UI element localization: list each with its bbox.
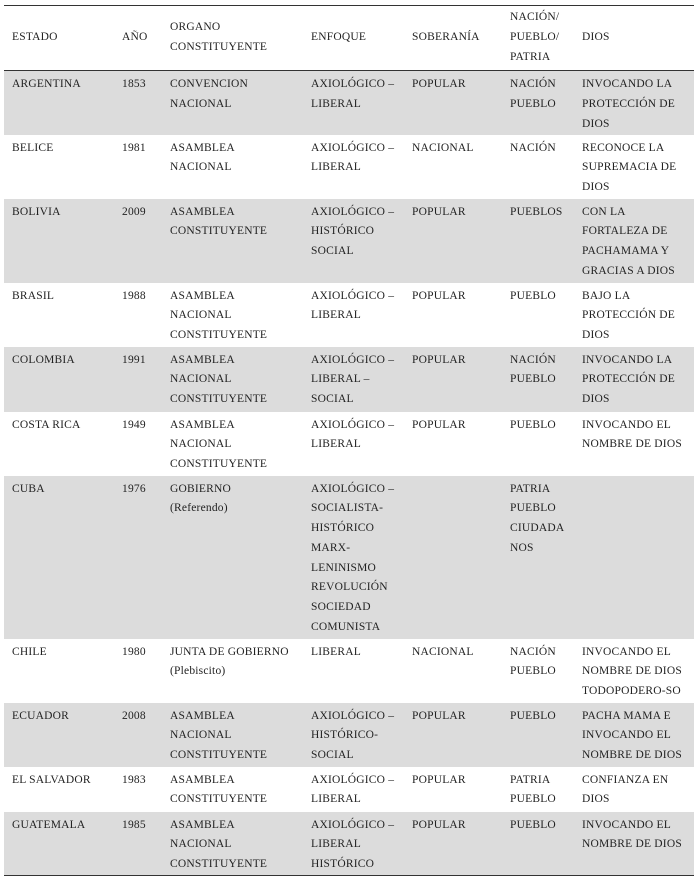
cell-estado (4, 812, 114, 876)
cell-dios (574, 812, 694, 876)
cell-dios (574, 71, 694, 135)
cell-nacion-line: PUEBLO (510, 289, 556, 302)
cell-soberania-line: POPULAR (412, 773, 466, 786)
cell-dios-line: TODOPODERO-SO (582, 685, 681, 698)
cell-enfoque-line: LIBERAL (311, 645, 361, 658)
cell-dios-line: DIOS (582, 393, 610, 406)
cell-dios-line: NOMBRE DE DIOS (582, 749, 682, 762)
header-text-line: NACIÓN/ (510, 11, 560, 24)
cell-dios-line: DIOS (582, 181, 610, 194)
cell-nacion (502, 199, 574, 283)
cell-anio-line: 1988 (122, 289, 146, 302)
cell-dios (574, 476, 694, 639)
cell-organo (162, 135, 303, 199)
cell-anio-line: 1985 (122, 818, 146, 831)
cell-organo-line: ASAMBLEA (170, 709, 235, 722)
cell-organo (162, 283, 303, 347)
cell-enfoque-line: AXIOLÓGICO – (311, 289, 395, 302)
cell-nacion-line: PUEBLO (510, 793, 556, 806)
cell-anio (114, 283, 162, 347)
cell-enfoque-line: SOCIALISTA- (311, 502, 384, 515)
cell-enfoque (303, 639, 404, 703)
cell-enfoque (303, 476, 404, 639)
table-row (4, 199, 694, 283)
cell-estado-line: EL SALVADOR (12, 773, 91, 786)
cell-nacion-line: PATRIA (510, 482, 551, 495)
cell-soberania (404, 476, 502, 639)
header-text-line: PUEBLO/ (510, 31, 560, 44)
cell-enfoque-line: AXIOLÓGICO – (311, 78, 395, 90)
cell-enfoque (303, 347, 404, 412)
cell-enfoque-line: LENINISMO (311, 561, 377, 574)
cell-organo (162, 199, 303, 283)
cell-enfoque-line: SOCIAL (311, 749, 354, 762)
cell-soberania-line: NACIONAL (412, 645, 474, 658)
cell-dios-line: DIOS (582, 117, 610, 130)
cell-organo-line: NACIONAL (170, 161, 232, 174)
cell-nacion-line: PATRIA (510, 773, 551, 786)
header-text-line: ENFOQUE (311, 31, 367, 44)
cell-organo-line: CONSTITUYENTE (170, 393, 268, 406)
cell-enfoque-line: LIBERAL (311, 438, 361, 451)
table-row (4, 283, 694, 347)
cell-dios (574, 412, 694, 476)
cell-enfoque-line: AXIOLÓGICO – (311, 418, 395, 431)
cell-dios (574, 703, 694, 767)
header-estado (4, 6, 114, 71)
cell-dios-line: INVOCANDO LA (582, 353, 673, 366)
cell-anio (114, 812, 162, 876)
cell-anio (114, 199, 162, 283)
cell-estado-line: ARGENTINA (12, 78, 81, 90)
header-text-line: ESTADO (12, 31, 58, 44)
cell-organo-line: (Plebiscito) (170, 665, 226, 678)
cell-soberania (404, 347, 502, 412)
cell-enfoque-line: AXIOLÓGICO – (311, 205, 395, 218)
cell-organo-line: NACIONAL (170, 309, 232, 322)
cell-enfoque-line: SOCIAL (311, 245, 354, 258)
table-row (4, 639, 694, 703)
cell-anio (114, 703, 162, 767)
table-row (4, 476, 694, 639)
cell-dios-line: PROTECCIÓN DE (582, 373, 676, 386)
cell-soberania-line: POPULAR (412, 418, 466, 431)
cell-organo-line: (Referendo) (170, 502, 228, 515)
cell-estado-line: CUBA (12, 482, 45, 495)
table-header (4, 6, 694, 71)
cell-soberania (404, 199, 502, 283)
cell-nacion-line: NACIÓN (510, 78, 556, 90)
cell-enfoque (303, 71, 404, 135)
cell-nacion-line: PUEBLO (510, 818, 556, 831)
cell-enfoque-line: LIBERAL (311, 161, 361, 174)
cell-organo-line: NACIONAL (170, 838, 232, 851)
cell-anio-line: 1991 (122, 353, 146, 366)
cell-enfoque-line: SOCIEDAD (311, 601, 371, 614)
table-row (4, 347, 694, 412)
table-row (4, 71, 694, 135)
cell-dios-line: NOMBRE DE DIOS (582, 438, 682, 451)
cell-dios-line: NOMBRE DE DIOS (582, 665, 682, 678)
cell-nacion-line: NACIÓN (510, 353, 556, 366)
cell-organo (162, 639, 303, 703)
cell-dios-line: PACHAMAMA Y (582, 245, 670, 258)
cell-enfoque-line: MARX- (311, 541, 351, 554)
header-text-line: ORGANO (170, 21, 221, 34)
table-row (4, 812, 694, 876)
cell-nacion-line: PUEBLO (510, 97, 556, 110)
cell-estado (4, 71, 114, 135)
cell-dios-line: RECONOCE LA (582, 141, 665, 154)
cell-estado (4, 703, 114, 767)
cell-enfoque-line: REVOLUCIÓN (311, 581, 388, 594)
cell-anio (114, 639, 162, 703)
header-soberania (404, 6, 502, 71)
header-anio (114, 6, 162, 71)
cell-enfoque-line: LIBERAL (311, 838, 361, 851)
cell-organo (162, 767, 303, 812)
cell-dios-line: BAJO LA (582, 289, 631, 302)
cell-enfoque-line: AXIOLÓGICO – (311, 353, 395, 366)
cell-nacion (502, 283, 574, 347)
cell-dios-line: GRACIAS A DIOS (582, 264, 675, 277)
cell-dios (574, 199, 694, 283)
cell-soberania (404, 812, 502, 876)
cell-organo-line: ASAMBLEA (170, 141, 235, 154)
cell-estado (4, 199, 114, 283)
cell-dios-line: SUPREMACIA DE (582, 161, 677, 174)
cell-anio-line: 1980 (122, 645, 146, 658)
header-enfoque (303, 6, 404, 71)
cell-enfoque-line: AXIOLÓGICO – (311, 709, 395, 722)
cell-nacion-line: CIUDADA (510, 522, 565, 535)
cell-nacion-line: PUEBLO (510, 502, 556, 515)
cell-nacion-line: NOS (510, 541, 534, 554)
cell-dios-line: FORTALEZA DE (582, 225, 668, 238)
cell-nacion (502, 135, 574, 199)
cell-anio (114, 767, 162, 812)
cell-organo-line: NACIONAL (170, 373, 232, 386)
cell-soberania (404, 135, 502, 199)
cell-organo-line: CONVENCION (170, 78, 249, 90)
cell-anio-line: 1983 (122, 773, 146, 786)
cell-organo (162, 71, 303, 135)
cell-enfoque-line: AXIOLÓGICO – (311, 773, 395, 786)
cell-estado (4, 639, 114, 703)
cell-nacion (502, 639, 574, 703)
cell-estado-line: CHILE (12, 645, 47, 658)
cell-organo-line: CONSTITUYENTE (170, 458, 268, 471)
cell-enfoque-line: HISTÓRICO- (311, 729, 379, 742)
cell-dios-line: DIOS (582, 793, 610, 806)
cell-nacion-line: NACIÓN (510, 645, 556, 658)
cell-soberania (404, 283, 502, 347)
cell-anio-line: 1976 (122, 482, 146, 495)
cell-nacion-line: PUEBLO (510, 418, 556, 431)
cell-nacion-line: PUEBLOS (510, 205, 563, 218)
cell-soberania-line: POPULAR (412, 205, 466, 218)
cell-estado-line: BOLIVIA (12, 205, 61, 218)
cell-organo (162, 412, 303, 476)
cell-nacion-line: PUEBLO (510, 665, 556, 678)
cell-organo-line: ASAMBLEA (170, 773, 235, 786)
cell-nacion (502, 767, 574, 812)
cell-organo-line: ASAMBLEA (170, 818, 235, 831)
cell-soberania (404, 639, 502, 703)
table-row (4, 412, 694, 476)
cell-estado (4, 412, 114, 476)
cell-dios (574, 283, 694, 347)
cell-organo (162, 812, 303, 876)
cell-estado (4, 767, 114, 812)
cell-organo-line: CONSTITUYENTE (170, 858, 268, 871)
cell-enfoque-line: LIBERAL (311, 793, 361, 806)
constitutions-table (4, 5, 694, 876)
cell-dios-line: NOMBRE DE DIOS (582, 838, 682, 851)
cell-organo (162, 703, 303, 767)
cell-organo-line: ASAMBLEA (170, 418, 235, 431)
cell-estado-line: COSTA RICA (12, 418, 81, 431)
cell-soberania-line: POPULAR (412, 818, 466, 831)
cell-nacion-line: PUEBLO (510, 709, 556, 722)
header-text-line: PATRIA (510, 50, 551, 63)
cell-dios-line: CONFIANZA EN (582, 773, 669, 786)
header-organo (162, 6, 303, 71)
cell-organo (162, 347, 303, 412)
cell-dios-line: INVOCANDO EL (582, 818, 671, 831)
cell-enfoque (303, 767, 404, 812)
cell-estado-line: GUATEMALA (12, 818, 86, 831)
cell-anio (114, 347, 162, 412)
cell-nacion (502, 347, 574, 412)
cell-dios-line: INVOCANDO EL (582, 418, 671, 431)
header-text-line: SOBERANÍA (412, 31, 480, 44)
table-row (4, 767, 694, 812)
cell-estado-line: BELICE (12, 141, 54, 154)
cell-enfoque-line: LIBERAL (311, 309, 361, 322)
cell-anio-line: 1949 (122, 418, 146, 431)
cell-estado (4, 283, 114, 347)
cell-enfoque-line: LIBERAL (311, 97, 361, 110)
cell-soberania (404, 767, 502, 812)
cell-organo-line: ASAMBLEA (170, 205, 235, 218)
cell-dios-line: INVOCANDO EL (582, 729, 671, 742)
cell-nacion (502, 476, 574, 639)
header-text-line: AÑO (122, 31, 148, 44)
cell-organo-line: CONSTITUYENTE (170, 225, 268, 238)
cell-enfoque-line: HISTÓRICO (311, 522, 375, 535)
cell-estado-line: BRASIL (12, 289, 55, 302)
cell-organo-line: CONSTITUYENTE (170, 329, 268, 342)
cell-enfoque (303, 812, 404, 876)
cell-dios (574, 767, 694, 812)
cell-enfoque-line: COMUNISTA (311, 621, 381, 634)
header-nacion (502, 6, 574, 71)
cell-dios-line: CON LA (582, 205, 626, 218)
cell-enfoque (303, 199, 404, 283)
cell-nacion (502, 812, 574, 876)
cell-nacion (502, 412, 574, 476)
cell-dios (574, 639, 694, 703)
cell-dios-line: INVOCANDO LA (582, 78, 673, 90)
cell-dios (574, 135, 694, 199)
cell-dios-line: PROTECCIÓN DE (582, 309, 676, 322)
header-dios (574, 6, 694, 71)
cell-soberania-line: POPULAR (412, 709, 466, 722)
cell-enfoque (303, 135, 404, 199)
cell-estado (4, 476, 114, 639)
cell-nacion (502, 71, 574, 135)
cell-dios-line: INVOCANDO EL (582, 645, 671, 658)
cell-soberania (404, 412, 502, 476)
cell-soberania-line: NACIONAL (412, 141, 474, 154)
cell-organo-line: JUNTA DE GOBIERNO (170, 645, 289, 658)
cell-dios-line: PROTECCIÓN DE (582, 97, 676, 110)
cell-nacion-line: NACIÓN (510, 141, 556, 154)
cell-nacion (502, 703, 574, 767)
cell-organo-line: NACIONAL (170, 729, 232, 742)
cell-anio (114, 135, 162, 199)
cell-nacion-line: PUEBLO (510, 373, 556, 386)
cell-enfoque-line: HISTÓRICO (311, 225, 375, 238)
table-row (4, 135, 694, 199)
cell-organo-line: NACIONAL (170, 438, 232, 451)
cell-soberania (404, 703, 502, 767)
cell-enfoque-line: AXIOLÓGICO – (311, 818, 395, 831)
cell-dios (574, 347, 694, 412)
cell-anio-line: 1853 (122, 78, 146, 90)
cell-enfoque-line: LIBERAL – (311, 373, 370, 386)
cell-estado-line: COLOMBIA (12, 353, 75, 366)
cell-estado-line: ECUADOR (12, 709, 69, 722)
cell-organo-line: ASAMBLEA (170, 289, 235, 302)
cell-soberania-line: POPULAR (412, 289, 466, 302)
table-body (4, 71, 694, 876)
cell-organo-line: CONSTITUYENTE (170, 793, 268, 806)
cell-soberania-line: POPULAR (412, 353, 466, 366)
cell-estado (4, 347, 114, 412)
cell-enfoque-line: HISTÓRICO (311, 858, 375, 871)
cell-anio-line: 2009 (122, 205, 146, 218)
cell-organo-line: GOBIERNO (170, 482, 232, 495)
header-row (4, 6, 694, 71)
cell-soberania (404, 71, 502, 135)
cell-anio (114, 412, 162, 476)
cell-enfoque-line: AXIOLÓGICO – (311, 482, 395, 495)
table-row (4, 703, 694, 767)
cell-soberania-line: POPULAR (412, 78, 466, 90)
cell-estado (4, 135, 114, 199)
cell-organo-line: NACIONAL (170, 97, 232, 110)
cell-organo-line: CONSTITUYENTE (170, 749, 268, 762)
cell-organo-line: ASAMBLEA (170, 353, 235, 366)
header-text-line: CONSTITUYENTE (170, 41, 268, 53)
cell-anio-line: 1981 (122, 141, 146, 154)
cell-enfoque (303, 412, 404, 476)
cell-enfoque (303, 283, 404, 347)
cell-dios-line: PACHA MAMA E (582, 709, 671, 722)
cell-enfoque-line: AXIOLÓGICO – (311, 141, 395, 154)
cell-dios-line: DIOS (582, 329, 610, 342)
cell-anio (114, 71, 162, 135)
cell-anio-line: 2008 (122, 709, 146, 722)
cell-anio (114, 476, 162, 639)
cell-organo (162, 476, 303, 639)
cell-enfoque-line: SOCIAL (311, 393, 354, 406)
header-text-line: DIOS (582, 31, 610, 44)
cell-enfoque (303, 703, 404, 767)
